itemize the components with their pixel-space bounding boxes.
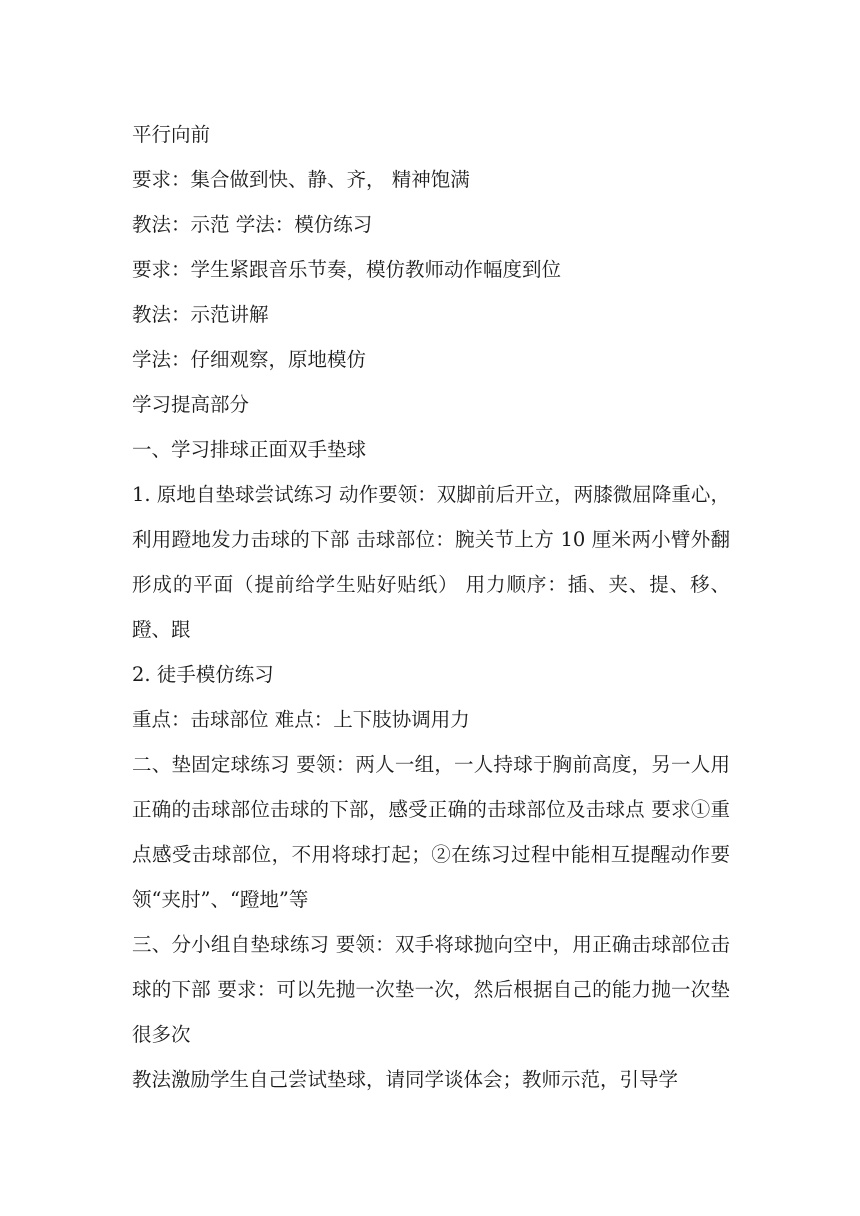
paragraph-key-points: 重点：击球部位 难点：上下肢协调用力 bbox=[132, 708, 470, 731]
paragraph-encouragement: 教法激励学生自己尝试垫球，请同学谈体会；教师示范，引导学 bbox=[132, 1068, 679, 1091]
paragraph-fixed-ball-practice: 二、垫固定球练习 要领：两人一组，一人持球于胸前高度，另一人用正确的击球部位击球的下部，感受正确的击球部位及击球点 要求①重点感受击球部位，不用将球打起；②在练习过程中能相互提醒动作要领“夹肘”、“蹬地”等 bbox=[132, 753, 730, 911]
document-body bbox=[132, 112, 730, 1102]
paragraph-formation-title: 平行向前 bbox=[132, 123, 211, 146]
paragraph-section-heading: 学习提高部分 bbox=[132, 393, 250, 416]
paragraph-teaching-method-1: 教法：示范 学法：模仿练习 bbox=[132, 213, 373, 236]
paragraph-teaching-method-2: 教法：示范讲解 bbox=[132, 303, 269, 326]
paragraph-part-one-heading: 一、学习排球正面双手垫球 bbox=[132, 438, 367, 461]
paragraph-self-bump-practice: 1. 原地自垫球尝试练习 动作要领：双脚前后开立，两膝微屈降重心，利用蹬地发力击球的下部 击球部位：腕关节上方 10 厘米两小臂外翻形成的平面（提前给学生贴好贴纸） 用力顺序：插、夹、提、移、蹬、跟 bbox=[132, 483, 730, 641]
paragraph-formation-requirement: 要求：集合做到快、静、齐， 精神饱满 bbox=[132, 168, 470, 191]
paragraph-group-practice: 三、分小组自垫球练习 要领：双手将球抛向空中，用正确击球部位击球的下部 要求：可以先抛一次垫一次，然后根据自己的能力抛一次垫很多次 bbox=[132, 933, 730, 1046]
paragraph-music-requirement: 要求：学生紧跟音乐节奏，模仿教师动作幅度到位 bbox=[132, 258, 562, 281]
paragraph-learning-method: 学法：仔细观察，原地模仿 bbox=[132, 348, 367, 371]
paragraph-mimic-practice: 2. 徒手模仿练习 bbox=[132, 663, 274, 686]
